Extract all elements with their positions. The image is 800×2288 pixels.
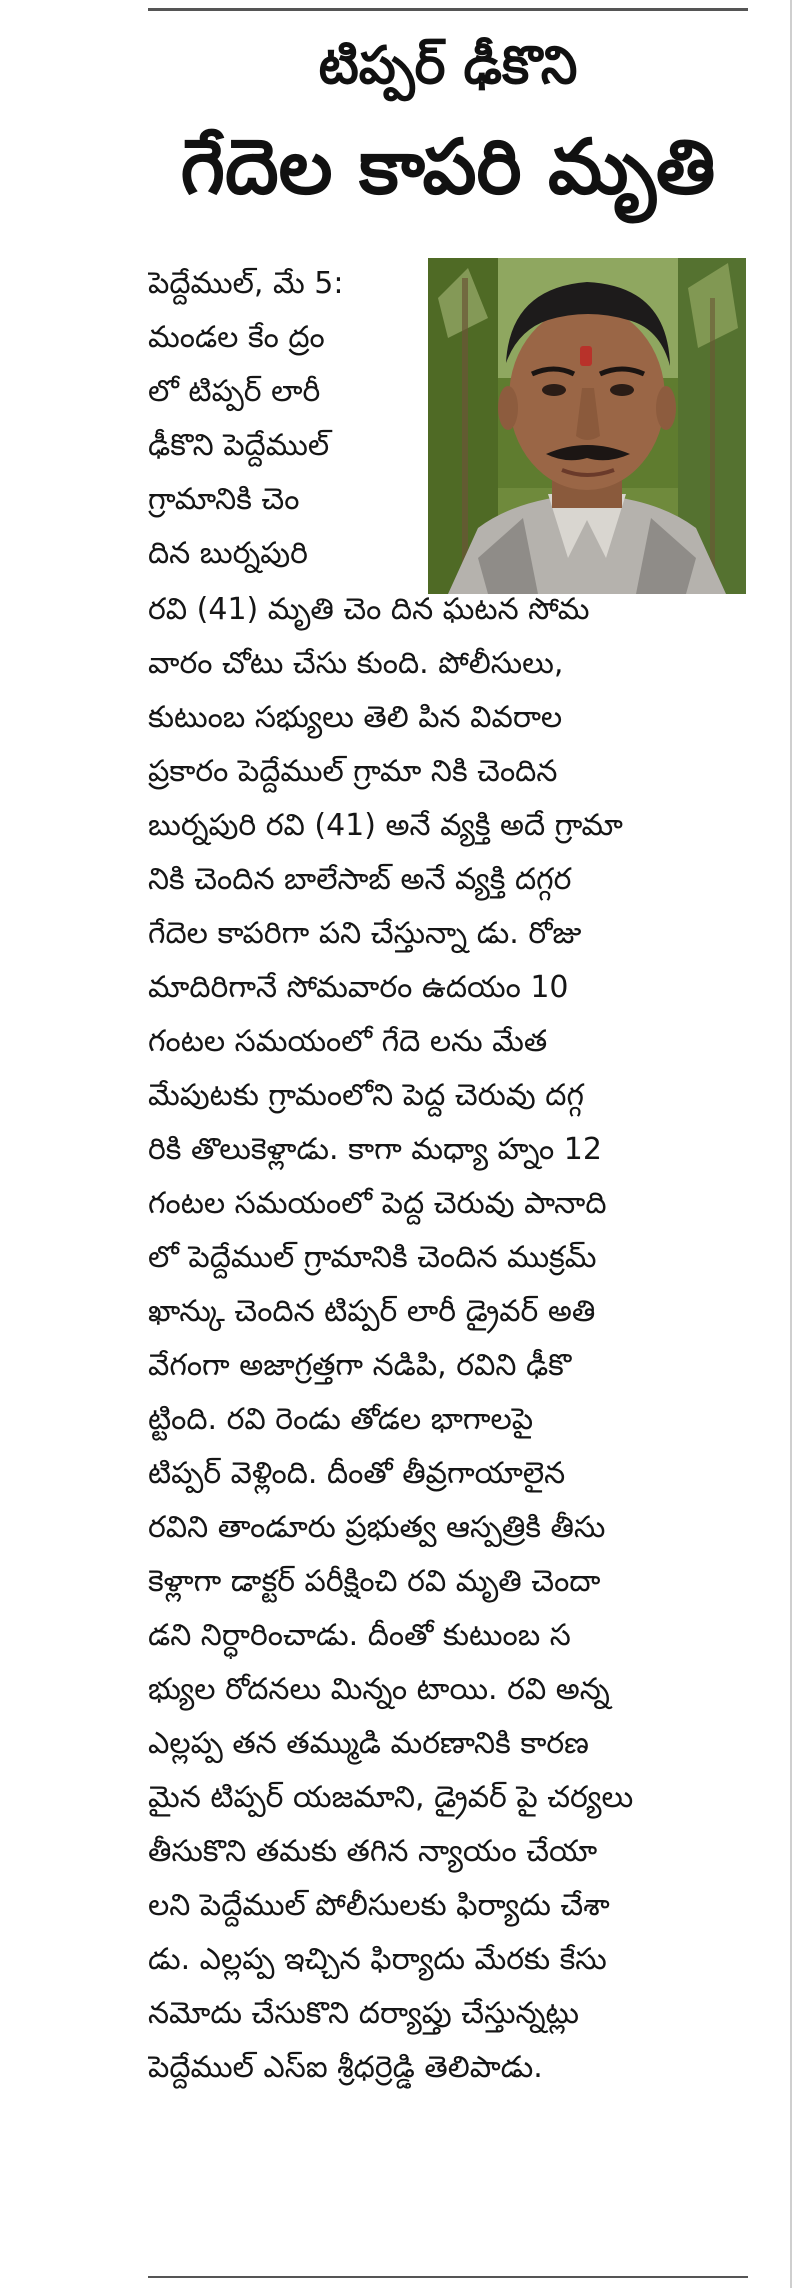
body-line: ఢీకొని పెద్దేముల్ (148, 428, 330, 463)
body-line: వారం చోటు చేసు కుంది. పోలీసులు, (148, 646, 564, 681)
body-line: తీసుకొని తమకు తగిన న్యాయం చేయా (148, 1834, 598, 1869)
top-rule (148, 8, 748, 11)
column-edge (790, 0, 792, 2288)
body-line: డు. ఎల్లప్ప ఇచ్చిన ఫిర్యాదు మేరకు కేసు (148, 1942, 607, 1977)
body-line: టిప్పర్ వెళ్లింది. దీంతో తీవ్రగాయాలైన (148, 1456, 566, 1491)
body-line: లో టిప్పర్ లారీ (148, 374, 321, 409)
body-line: డని నిర్ధారించాడు. దీంతో కుటుంబ స (148, 1618, 571, 1653)
body-line: లో పెద్దేముల్ గ్రామానికి చెందిన ముక్రమ్ (148, 1240, 597, 1275)
body-line: ప్రకారం పెద్దేముల్ గ్రామా నికి చెందిన (148, 754, 558, 789)
body-line: ఎల్లప్ప తన తమ్ముడి మరణానికి కారణ (148, 1726, 589, 1761)
body-line: గేదెల కాపరిగా పని చేస్తున్నా డు. రోజు (148, 916, 582, 951)
bottom-rule (148, 2276, 748, 2278)
body-line: పెద్దేముల్, మే 5: (148, 266, 344, 301)
body-line: మేపుటకు గ్రామంలోని పెద్ద చెరువు దగ్గ (148, 1078, 584, 1113)
body-line: పెద్దేముల్ ఎస్ఐ శ్రీధర్రెడ్డి తెలిపాడు. (148, 2050, 543, 2085)
body-line: ట్టింది. రవి రెండు తోడల భాగాలపై (148, 1402, 534, 1437)
body-line: ఖాన్కు చెందిన టిప్పర్ లారీ డ్రైవర్ అతి (148, 1294, 596, 1329)
body-line: దిన బుర్నపురి (148, 536, 308, 571)
body-line: రవిని తాండూరు ప్రభుత్వ ఆస్పత్రికి తీసు (148, 1510, 606, 1545)
body-line: నికి చెందిన బాలేసాబ్ అనే వ్యక్తి దగ్గర (148, 862, 572, 897)
body-line: రికి తొలుకెళ్లాడు. కాగా మధ్యా హ్నం 12 (148, 1132, 602, 1167)
body-line: కెళ్లాగా డాక్టర్ పరీక్షించి రవి మృతి చెందా (148, 1564, 601, 1599)
body-line: లని పెద్దేముల్ పోలీసులకు ఫిర్యాదు చేశా (148, 1888, 610, 1923)
body-line: భ్యుల రోదనలు మిన్నం టాయి. రవి అన్న (148, 1672, 610, 1707)
body-line: గంటల సమయంలో పెద్ద చెరువు పానాది (148, 1186, 607, 1221)
body-line: మైన టిప్పర్ యజమాని, డ్రైవర్ పై చర్యలు (148, 1780, 634, 1815)
main-headline: గేదెల కాపరి మృతి (180, 122, 716, 211)
body-line: బుర్నపురి రవి (41) అనే వ్యక్తి అదే గ్రామా (148, 808, 623, 843)
body-line: రవి (41) మృతి చెం దిన ఘటన సోమ (148, 592, 590, 627)
body-line: కుటుంబ సభ్యులు తెలి పిన వివరాల (148, 700, 563, 735)
portrait-illustration (428, 258, 746, 594)
body-line: వేగంగా అజాగ్రత్తగా నడిపి, రవిని ఢీకొ (148, 1348, 572, 1383)
body-line: మాదిరిగానే సోమవారం ఉదయం 10 (148, 970, 569, 1005)
portrait-photo (428, 258, 746, 594)
body-line: నమోదు చేసుకొని దర్యాప్తు చేస్తున్నట్లు (148, 1996, 580, 2031)
body-line: గ్రామానికి చెం (148, 482, 300, 517)
body-line: మండల కేం ద్రం (148, 320, 325, 355)
body-line: గంటల సమయంలో గేదె లను మేత (148, 1024, 548, 1059)
kicker-headline: టిప్పర్ ఢీకొని (318, 36, 578, 96)
